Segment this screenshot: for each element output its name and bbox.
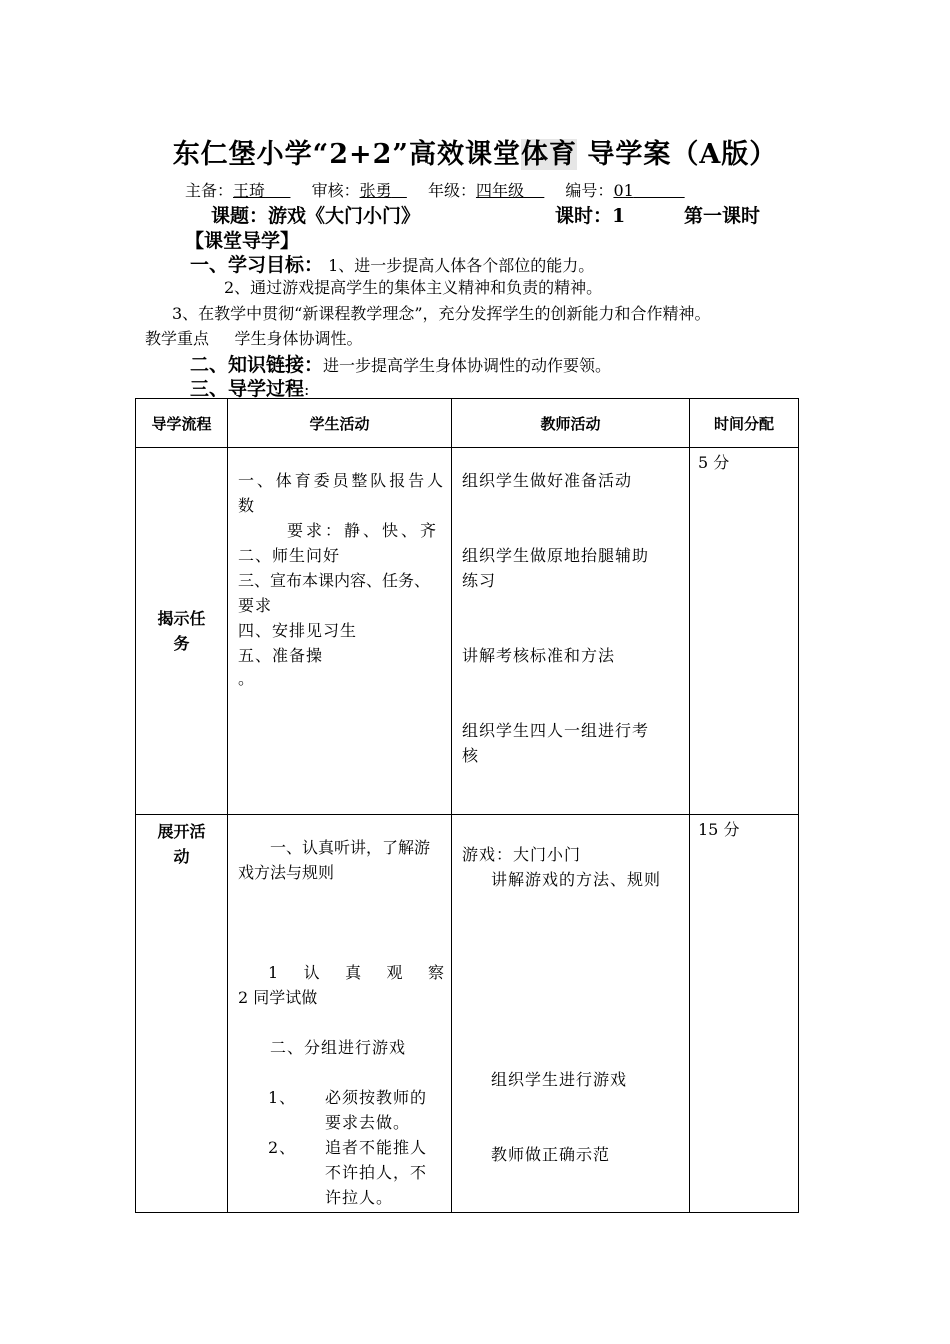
row1-time: 5 分 — [698, 453, 730, 472]
number-value: 01 — [613, 181, 634, 200]
link-line — [190, 350, 611, 377]
row2-teacher-line: 讲解游戏的方法、规则 — [491, 870, 662, 889]
row1-teacher-line: 组织学生做原地抬腿辅助 — [462, 546, 650, 565]
row1-student-line: 三、宣布本课内容、任务、 — [238, 571, 431, 590]
process-heading: 三、导学过程 — [190, 378, 305, 400]
row1-teacher-line: 核 — [462, 746, 480, 765]
row1-teacher-line: 组织学生做好准备活动 — [462, 471, 633, 490]
row2-teacher-line: 教师做正确示范 — [491, 1145, 611, 1164]
row2-student-line: 追者不能推人 — [325, 1138, 428, 1157]
row2-student-line: 不许拍人，不 — [325, 1163, 428, 1182]
prep-value: 王琦 — [233, 181, 266, 200]
header-time: 时间分配 — [690, 399, 799, 448]
row1-teacher-cell — [452, 448, 690, 815]
goals-line — [190, 250, 594, 277]
focus-value: 学生身体协调性。 — [234, 329, 363, 348]
document-title — [0, 132, 950, 171]
title-plan: 导学案（A版） — [587, 139, 778, 170]
process-line — [190, 374, 309, 401]
topic: 课题：游戏《大门小门》 — [211, 205, 421, 227]
goal-3: 3、在教学中贯彻“新课程教学理念”，充分发挥学生的创新能力和合作精神。 — [172, 304, 711, 323]
lesson-number: 第一课时 — [684, 205, 761, 227]
row2-time: 15 分 — [698, 820, 740, 839]
row1-label: 揭示任 务 — [136, 448, 228, 815]
grade-value: 四年级 — [475, 181, 524, 200]
row1-student-line: 五、准备操 — [238, 646, 324, 665]
meta-line — [185, 178, 685, 201]
row1-time-cell — [690, 448, 799, 815]
row1-teacher-line: 练习 — [462, 571, 497, 590]
title-school: 东仁堡小学“2+2”高效课堂 — [172, 139, 521, 170]
link-heading: 二、知识链接： — [190, 354, 324, 376]
review-value: 张勇 — [359, 181, 392, 200]
header-student: 学生活动 — [228, 399, 452, 448]
row1-student-line: 四、安排见习生 — [238, 621, 358, 640]
row2-student-line: 要求去做。 — [325, 1113, 411, 1132]
goal-1: 1、进一步提高人体各个部位的能力。 — [328, 256, 595, 275]
row1-student-line: 。 — [238, 669, 256, 688]
header-teacher: 教师活动 — [452, 399, 690, 448]
row2-student-line: 戏方法与规则 — [238, 863, 335, 882]
row2-student-line: 2、 — [268, 1138, 297, 1157]
row2-student-line: 必须按教师的 — [325, 1088, 428, 1107]
guide-heading: 【课堂导学】 — [185, 230, 300, 252]
row1-student-line: 一、体育委员整队报告人 — [238, 471, 444, 490]
grade-label: 年级： — [427, 181, 476, 200]
process-colon: : — [304, 380, 310, 399]
row2-student-line: 许拉人。 — [325, 1188, 394, 1207]
row1-student-line: 要求 — [238, 596, 273, 615]
row1-student-line: 数 — [238, 496, 256, 515]
row2-student-line: 1 认 真 观 察 — [268, 963, 444, 982]
row2-time-cell — [690, 815, 799, 1213]
prep-label: 主备： — [185, 181, 234, 200]
header-process: 导学流程 — [136, 399, 228, 448]
table-row — [136, 448, 799, 815]
focus-line — [145, 326, 362, 349]
row2-teacher-cell — [452, 815, 690, 1213]
row1-student-line: 二、师生问好 — [238, 546, 341, 565]
lesson-hours: 课时：1 — [555, 205, 626, 227]
row2-student-line: 1、 — [268, 1088, 297, 1107]
row2-student-line: 二、分组进行游戏 — [270, 1038, 407, 1057]
number-label: 编号： — [565, 181, 614, 200]
row1-teacher-line: 组织学生四人一组进行考 — [462, 721, 650, 740]
row2-label: 展开活 动 — [136, 815, 228, 1213]
row2-student-line: 一、认真听讲，了解游 — [270, 838, 431, 857]
review-label: 审核： — [311, 181, 360, 200]
row2-student-cell — [228, 815, 452, 1213]
row1-student-line: 要求：静、快、齐 — [287, 521, 440, 540]
row2-student-line: 2 同学试做 — [238, 988, 318, 1007]
row2-teacher-line: 游戏：大门小门 — [462, 845, 582, 864]
goal-2: 2、通过游戏提高学生的集体主义精神和负责的精神。 — [224, 278, 603, 297]
goals-heading: 一、学习目标： — [190, 254, 324, 276]
row1-student-cell — [228, 448, 452, 815]
row1-teacher-line: 讲解考核标准和方法 — [462, 646, 616, 665]
title-subject: 体育 — [520, 139, 577, 170]
link-text: 进一步提高学生身体协调性的动作要领。 — [323, 356, 612, 375]
table-header-row — [136, 399, 799, 448]
row2-teacher-line: 组织学生进行游戏 — [491, 1070, 628, 1089]
focus-label: 教学重点 — [145, 329, 210, 348]
table-row — [136, 815, 799, 1213]
guide-process-table — [135, 398, 799, 1213]
